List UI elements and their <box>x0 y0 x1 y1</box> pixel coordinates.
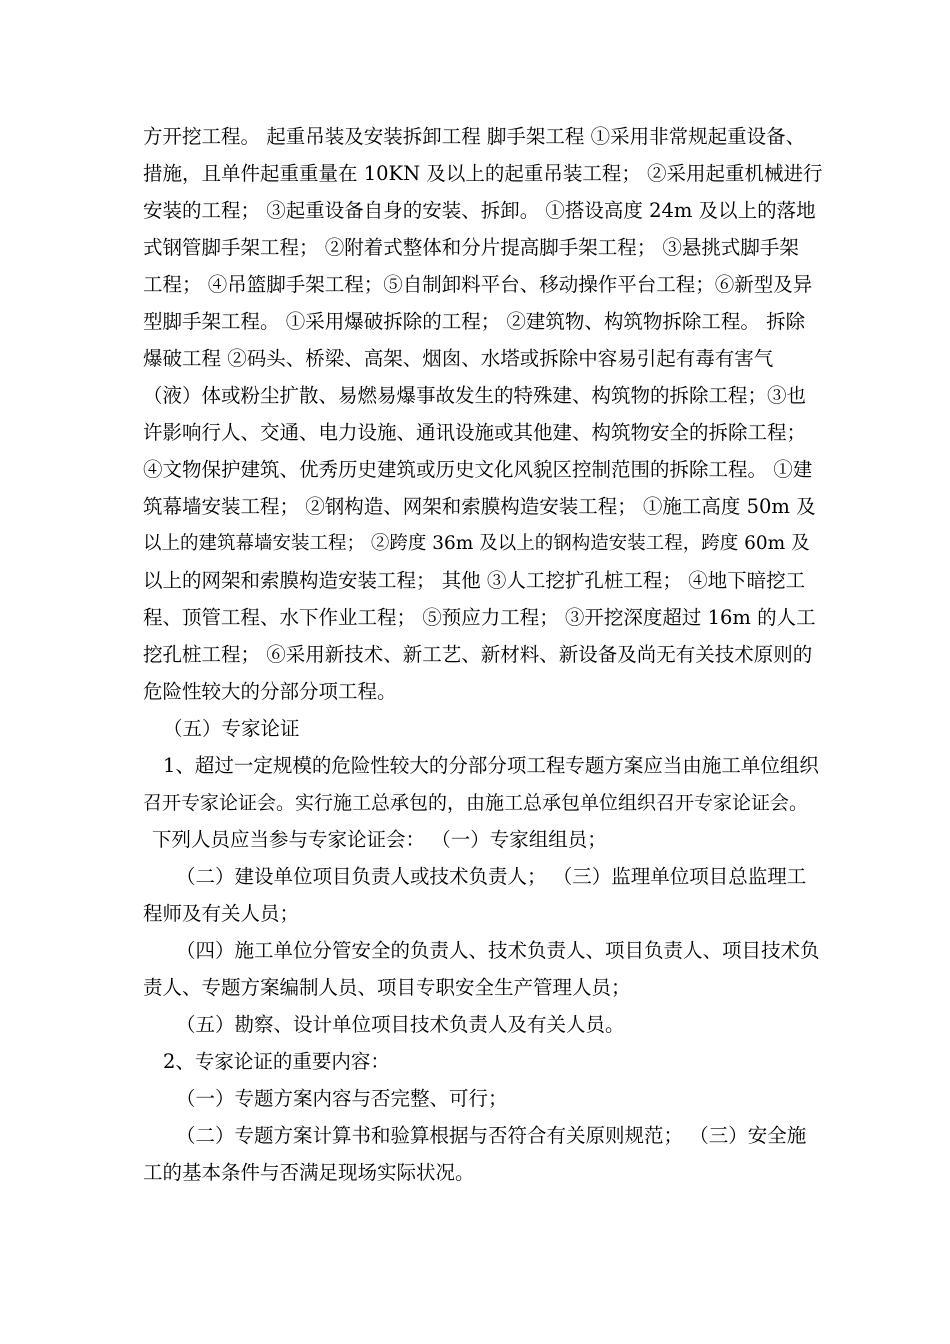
section-heading: （五）专家论证 <box>163 717 300 740</box>
text-line: （一）专题方案内容与否完整、可行； <box>176 1087 508 1110</box>
text-line: 2、专家论证的重要内容： <box>163 1050 390 1073</box>
text-line: 以上的建筑幕墙安装工程； ②跨度 36m 及以上的钢构造安装工程，跨度 60m 及 <box>143 533 810 554</box>
text-line: 措施，且单件起重重量在 10KN 及以上的起重吊装工程； ②采用起重机械进行 <box>143 162 823 185</box>
text-line: 安装的工程； ③起重设备自身的安装、拆卸。 ①搭设高度 24m 及以上的落地 <box>143 199 816 222</box>
text-line: 召开专家论证会。实行施工总承包的，由施工总承包单位组织召开专家论证会。 <box>143 792 809 814</box>
text-line: 责人、专题方案编制人员、项目专职安全生产管理人员； <box>143 976 631 999</box>
text-line: （二）专题方案计算书和验算根据与否符合有关原则规范； （三）安全施 <box>176 1124 807 1147</box>
text-line: 方开挖工程。 起重吊装及安装拆卸工程 脚手架工程 ①采用非常规起重设备、 <box>143 125 806 148</box>
text-line: ④文物保护建筑、优秀历史建筑或历史文化风貌区控制范围的拆除工程。 ①建 <box>143 458 813 481</box>
text-line: 以上的网架和索膜构造安装工程； 其他 ③人工挖扩孔桩工程； ④地下暗挖工 <box>143 569 806 592</box>
text-line: 许影响行人、交通、电力设施、通讯设施或其他建、构筑物安全的拆除工程； <box>143 421 807 444</box>
text-line: 下列人员应当参与专家论证会： （一）专家组组员； <box>152 828 607 851</box>
text-line: 程、顶管工程、水下作业工程； ⑤预应力工程； ③开挖深度超过 16m 的人工 <box>143 606 816 629</box>
text-line: 工的基本条件与否满足现场实际状况。 <box>143 1161 475 1184</box>
text-line: 程师及有关人员； <box>143 902 300 925</box>
text-line: 爆破工程 ②码头、桥梁、高架、烟囱、水塔或拆除中容易引起有毒有害气 <box>143 347 774 370</box>
text-line: （液）体或粉尘扩散、易燃易爆事故发生的特殊建、构筑物的拆除工程；③也 <box>143 384 807 407</box>
text-line: 1、超过一定规模的危险性较大的分部分项工程专题方案应当由施工单位组织 <box>163 754 819 777</box>
text-line: （四）施工单位分管安全的负责人、技术负责人、项目负责人、项目技术负 <box>176 939 820 962</box>
text-line: 型脚手架工程。 ①采用爆破拆除的工程； ②建筑物、构筑物拆除工程。 拆除 <box>143 310 806 333</box>
text-line: （五）勘察、设计单位项目技术负责人及有关人员。 <box>176 1013 625 1036</box>
text-line: 挖孔桩工程； ⑥采用新技术、新工艺、新材料、新设备及尚无有关技术原则的 <box>143 643 813 666</box>
text-line: 式钢管脚手架工程； ②附着式整体和分片提高脚手架工程； ③悬挑式脚手架 <box>143 236 799 259</box>
text-line: 工程； ④吊篮脚手架工程；⑤自制卸料平台、移动操作平台工程；⑥新型及异 <box>143 273 813 296</box>
text-line: 危险性较大的分部分项工程。 <box>143 680 397 703</box>
text-line: 筑幕墙安装工程； ②钢构造、网架和索膜构造安装工程； ①施工高度 50m 及 <box>143 495 816 518</box>
text-line: （二）建设单位项目负责人或技术负责人； （三）监理单位项目总监理工 <box>176 865 807 888</box>
